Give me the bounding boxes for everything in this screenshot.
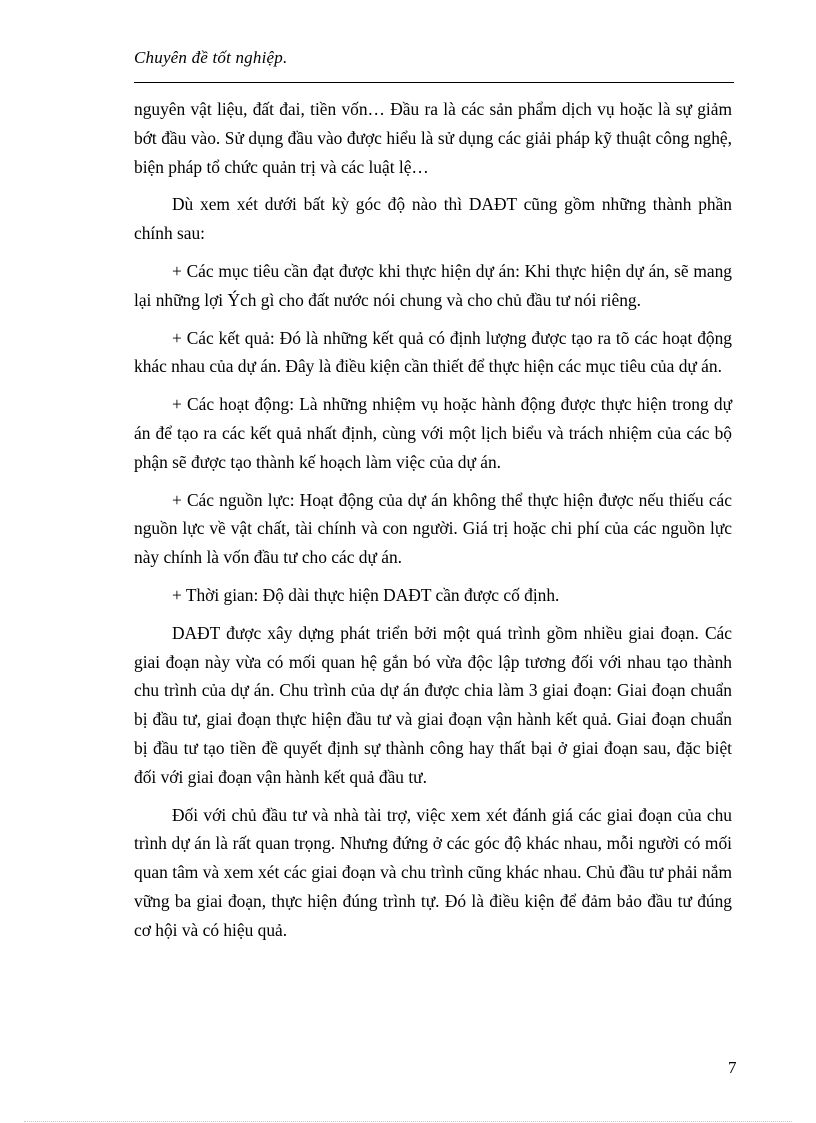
- paragraph: + Các mục tiêu cần đạt được khi thực hiện dự án: Khi thực hiện dự án, sẽ mang lại những lợi Ých gì cho đất nước nói chung và cho chủ đầu tư nói riêng.: [134, 260, 732, 310]
- paragraph: + Các nguồn lực: Hoạt động của dự án không thể thực hiện được nếu thiếu các nguồn lực về vật chất, tài chính và con người. Giá trị hoặc chi phí của các nguồn lực này chính là vốn đầu tư cho các dự án.: [134, 489, 732, 568]
- page-number: 7: [728, 1058, 737, 1077]
- paragraph: nguyên vật liệu, đất đai, tiền vốn… Đầu ra là các sản phẩm dịch vụ hoặc là sự giảm bớt đầu vào. Sử dụng đầu vào được hiểu là sử dụng các giải pháp kỹ thuật công nghệ, biện pháp tổ chức quản trị và các luật lệ…: [134, 99, 732, 177]
- page-bottom-divider: [24, 1121, 792, 1122]
- paragraph: + Các hoạt động: Là những nhiệm vụ hoặc hành động được thực hiện trong dự án để tạo ra các kết quả nhất định, cùng với một lịch biểu và trách nhiệm của các bộ phận sẽ được tạo thành kế hoạch làm việc của dự án.: [134, 394, 732, 472]
- document-body: [134, 95, 732, 954]
- header-divider: [134, 82, 734, 83]
- running-header: Chuyên đề tốt nghiệp.: [134, 48, 288, 67]
- paragraph: DAĐT được xây dựng phát triển bởi một quá trình gồm nhiều giai đoạn. Các giai đoạn này vừa có mối quan hệ gắn bó vừa độc lập tương đối với nhau tạo thành chu trình của dự án. Chu trình của dự án được chia làm 3 giai đoạn: Giai đoạn chuẩn bị đầu tư, giai đoạn thực hiện đầu tư và giai đoạn vận hành kết quả. Giai đoạn chuẩn bị đầu tư tạo tiền đề quyết định sự thành công hay thất bại ở giai đoạn sau, đặc biệt đối với giai đoạn vận hành kết quả đầu tư.: [134, 622, 732, 787]
- paragraph: Đối với chủ đầu tư và nhà tài trợ, việc xem xét đánh giá các giai đoạn của chu trình dự án là rất quan trọng. Nhưng đứng ở các góc độ khác nhau, mỗi người có mối quan tâm và xem xét các giai đoạn và chu trình cũng khác nhau. Chủ đầu tư phải nắm vững ba giai đoạn, thực hiện đúng trình tự. Đó là điều kiện để đảm bảo đầu tư đúng cơ hội và có hiệu quả.: [134, 804, 732, 940]
- paragraph: Dù xem xét dưới bất kỳ góc độ nào thì DAĐT cũng gồm những thành phần chính sau:: [134, 194, 732, 244]
- paragraph: + Thời gian: Độ dài thực hiện DAĐT cần được cố định.: [172, 584, 560, 605]
- paragraph: + Các kết quả: Đó là những kết quả có định lượng được tạo ra tõ các hoạt động khác nhau của dự án. Đây là điều kiện cần thiết để thực hiện các mục tiêu của dự án.: [134, 327, 732, 377]
